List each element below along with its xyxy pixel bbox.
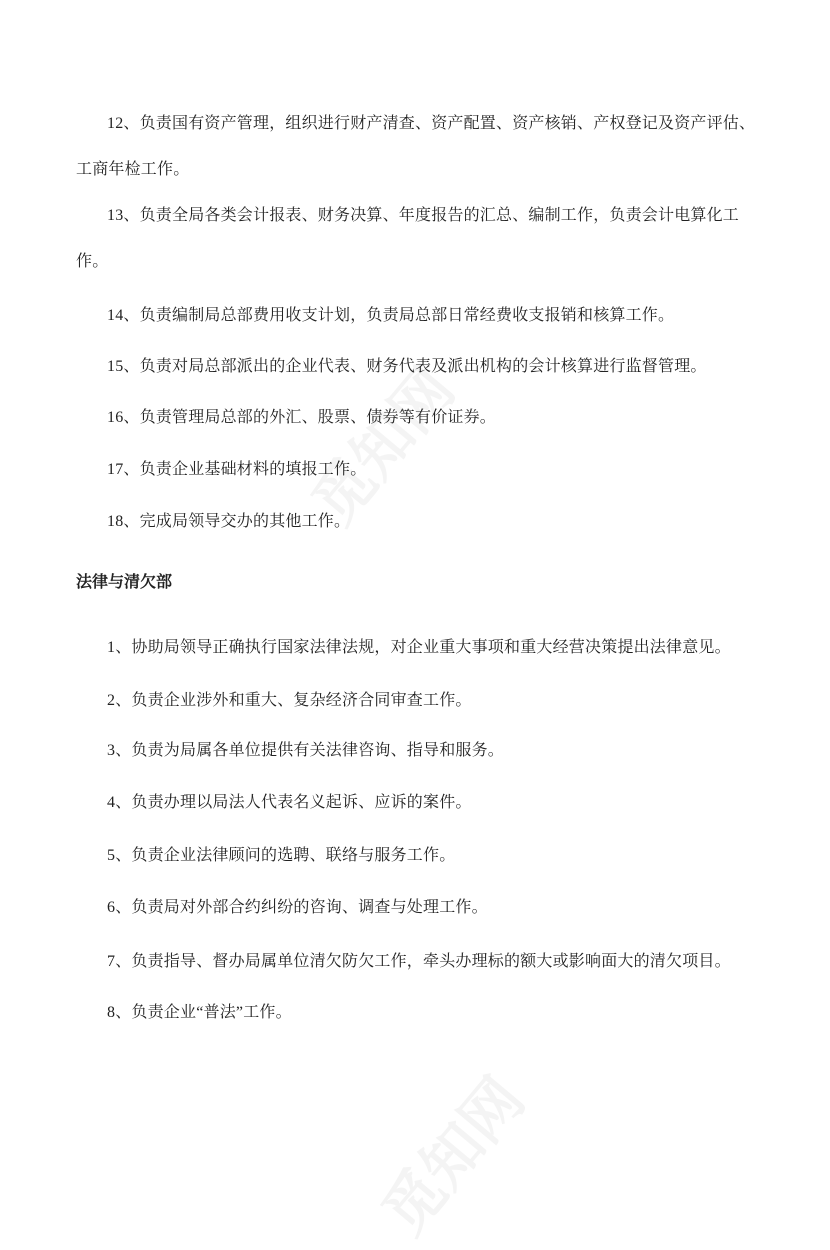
paragraph-item-18: 18、完成局领导交办的其他工作。 — [107, 513, 351, 530]
paragraph-legal-2: 2、负责企业涉外和重大、复杂经济合同审查工作。 — [107, 692, 472, 709]
watermark-bottom — [359, 1056, 541, 1249]
paragraph-item-16: 16、负责管理局总部的外汇、股票、债券等有价证券。 — [107, 409, 497, 426]
paragraph-legal-3: 3、负责为局属各单位提供有关法律咨询、指导和服务。 — [107, 742, 505, 759]
paragraph-item-14: 14、负责编制局总部费用收支计划，负责局总部日常经费收支报销和核算工作。 — [107, 307, 675, 324]
paragraph-legal-6: 6、负责局对外部合约纠纷的咨询、调查与处理工作。 — [107, 899, 488, 916]
paragraph-legal-7: 7、负责指导、督办局属单位清欠防欠工作，牵头办理标的额大或影响面大的清欠项目。 — [107, 953, 731, 970]
paragraph-item-17: 17、负责企业基础材料的填报工作。 — [107, 461, 367, 478]
paragraph-legal-8: 8、负责企业“普法”工作。 — [107, 1004, 292, 1021]
paragraph-legal-5: 5、负责企业法律顾问的选聘、联络与服务工作。 — [107, 847, 456, 864]
paragraph-item-13: 13、负责全局各类会计报表、财务决算、年度报告的汇总、编制工作，负责会计电算化工作。 — [76, 207, 740, 270]
paragraph-item-15: 15、负责对局总部派出的企业代表、财务代表及派出机构的会计核算进行监督管理。 — [107, 358, 707, 375]
paragraph-legal-4: 4、负责办理以局法人代表名义起诉、应诉的案件。 — [107, 794, 472, 811]
section-heading: 法律与清欠部 — [76, 574, 173, 591]
paragraph-legal-1: 1、协助局领导正确执行国家法律法规，对企业重大事项和重大经营决策提出法律意见。 — [107, 639, 731, 656]
paragraph-item-12: 12、负责国有资产管理，组织进行财产清查、资产配置、资产核销、产权登记及资产评估、工商年检工作。 — [76, 115, 756, 178]
